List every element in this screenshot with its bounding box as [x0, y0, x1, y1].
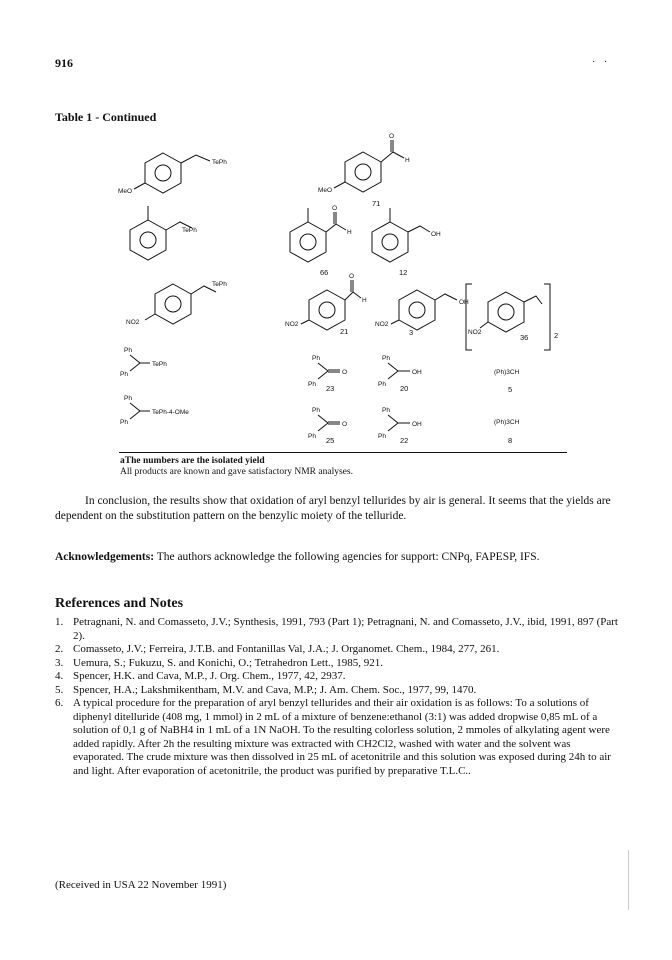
structure-product-21 — [285, 268, 375, 338]
structure-substrate-2 — [118, 202, 238, 262]
label-o: O — [389, 133, 395, 140]
label-ph3ch: (Ph)3CH — [494, 369, 520, 376]
table-bottom-rule — [119, 452, 567, 453]
label-o: O — [349, 273, 355, 280]
page-number: 916 — [55, 56, 73, 70]
label-h: H — [347, 229, 352, 236]
structure-product-71 — [318, 130, 428, 210]
label-ph-top: Ph — [124, 347, 132, 354]
label-ph: Ph — [308, 433, 316, 440]
conclusion-paragraph: In conclusion, the results show that oxidation of aryl benzyl tellurides by air is general. It seems that the yields are dependent on the substitution pattern on the benzylic moiety of the telluride. — [55, 495, 611, 522]
label-no2: NO2 — [126, 319, 140, 326]
structure-product-66 — [278, 200, 368, 277]
margin-line — [628, 850, 629, 910]
structure-substrate-1 — [118, 145, 238, 205]
yield-20: 20 — [400, 384, 409, 393]
label-oh: OH — [459, 299, 469, 306]
label-ph-top: Ph — [124, 395, 132, 402]
structure-product-3 — [375, 268, 475, 338]
label-no2: NO2 — [468, 329, 482, 336]
acknowledgements-label: Acknowledgements: — [55, 551, 155, 563]
corner-mark: · · — [592, 57, 611, 68]
label-meo: MeO — [318, 187, 333, 194]
structure-product-22 — [378, 406, 448, 446]
table-footnote-1: aThe numbers are the isolated yield — [120, 456, 265, 466]
label-ph-bottom: Ph — [120, 419, 128, 426]
label-ph: Ph — [382, 355, 390, 362]
label-h: H — [405, 157, 410, 164]
references-heading: References and Notes — [55, 596, 184, 611]
label-teph: TePh — [212, 281, 227, 288]
yield-66: 66 — [320, 268, 329, 277]
yield-8: 8 — [508, 436, 513, 445]
label-teph: TePh — [212, 159, 227, 166]
label-h: H — [362, 297, 367, 304]
reference-item: 4. Spencer, H.K. and Cava, M.P., J. Org. Chem., 1977, 42, 2937. — [55, 670, 346, 682]
label-o: O — [332, 205, 338, 212]
yield-71: 71 — [372, 199, 381, 208]
yield-21: 21 — [340, 327, 349, 336]
reference-item: 3. Uemura, S.; Fukuzu, S. and Konichi, O.; Tetrahedron Lett., 1985, 921. — [55, 656, 384, 669]
label-ph: Ph — [312, 355, 320, 362]
yield-3: 3 — [409, 328, 414, 337]
yield-12: 12 — [399, 268, 408, 277]
label-no2: NO2 — [375, 321, 389, 328]
label-ph: Ph — [312, 407, 320, 414]
label-ph: Ph — [378, 381, 386, 388]
structure-product-36 — [462, 282, 582, 352]
structure-product-12 — [360, 200, 450, 277]
structure-product-20 — [378, 354, 448, 394]
yield-5: 5 — [508, 385, 513, 394]
label-ph: Ph — [382, 407, 390, 414]
structure-product-5 — [494, 368, 554, 398]
acknowledgements-text: The authors acknowledge the following agencies for support: CNPq, FAPESP, IFS. — [154, 551, 540, 563]
label-no2: NO2 — [285, 321, 299, 328]
yield-22: 22 — [400, 436, 409, 445]
acknowledgements — [55, 550, 615, 565]
yield-25: 25 — [326, 436, 335, 445]
label-ph-bottom: Ph — [120, 371, 128, 378]
received-date: (Received in USA 22 November 1991) — [55, 879, 227, 891]
bracket-subscript: 2 — [554, 331, 559, 340]
label-ph3ch: (Ph)3CH — [494, 419, 520, 426]
reference-item: 2. Comasseto, J.V.; Ferreira, J.T.B. and Fontanillas Val, J.A.; J. Organomet. Chem., 1984, 277, 261. — [55, 643, 500, 655]
structure-product-8 — [494, 418, 554, 448]
reference-item: 6. A typical procedure for the preparation of aryl benzyl tellurides and their air oxidation is as follows: To a solutions of diphenyl ditelluride (408 mg, 1 mmol) in 2 mL of a mixture of benzene:ethanol (3:1) was added dropwise 0,85 mL of a solution of 0,1 g of NaBH4 in 1 mL of a 1N NaOH. To the resulting colorless solution, 2 mmoles of alkylating agent were added rapidly. After 2h the resulting mixture was extracted with CH2Cl2, washed with water and the solvent was evaporated. The crude mixture was then dissolved in 25 mL of acetonitrile and this solution was exposed during 24h to air and light. After evaporation of acetonitrile, the product was purified by preparative T.L.C.. — [55, 697, 611, 777]
yield-36: 36 — [520, 333, 529, 342]
references-list — [55, 616, 620, 778]
label-ph: Ph — [308, 381, 316, 388]
label-oh: OH — [412, 369, 422, 376]
label-teph: TePh — [152, 361, 167, 368]
yield-23: 23 — [326, 384, 335, 393]
label-teph-ome: TePh-4-OMe — [152, 409, 189, 416]
structure-product-23 — [308, 354, 368, 394]
table-title: Table 1 - Continued — [55, 110, 157, 124]
reference-item: 5. Spencer, H.A.; Lakshmikentham, M.V. and Cava, M.P.; J. Am. Chem. Soc., 1977, 99, 1470. — [55, 683, 477, 696]
label-oh: OH — [431, 231, 441, 238]
structure-substrate-5 — [120, 394, 250, 434]
reference-item: 1. Petragnani, N. and Comasseto, J.V.; Synthesis, 1991, 793 (Part 1); Petragnani, N. and Comasseto, J.V., ibid, 1991, 897 (Part 2). — [55, 616, 618, 642]
label-meo: MeO — [118, 188, 133, 195]
label-oh: OH — [412, 421, 422, 428]
label-o: O — [342, 421, 348, 428]
table-footnote-2: All products are known and gave satisfactory NMR analyses. — [120, 467, 353, 477]
label-o: O — [342, 369, 348, 376]
structure-substrate-4 — [120, 346, 220, 386]
structure-product-25 — [308, 406, 368, 446]
label-teph: TePh — [182, 227, 197, 234]
label-ph: Ph — [378, 433, 386, 440]
structure-substrate-3 — [118, 272, 248, 332]
